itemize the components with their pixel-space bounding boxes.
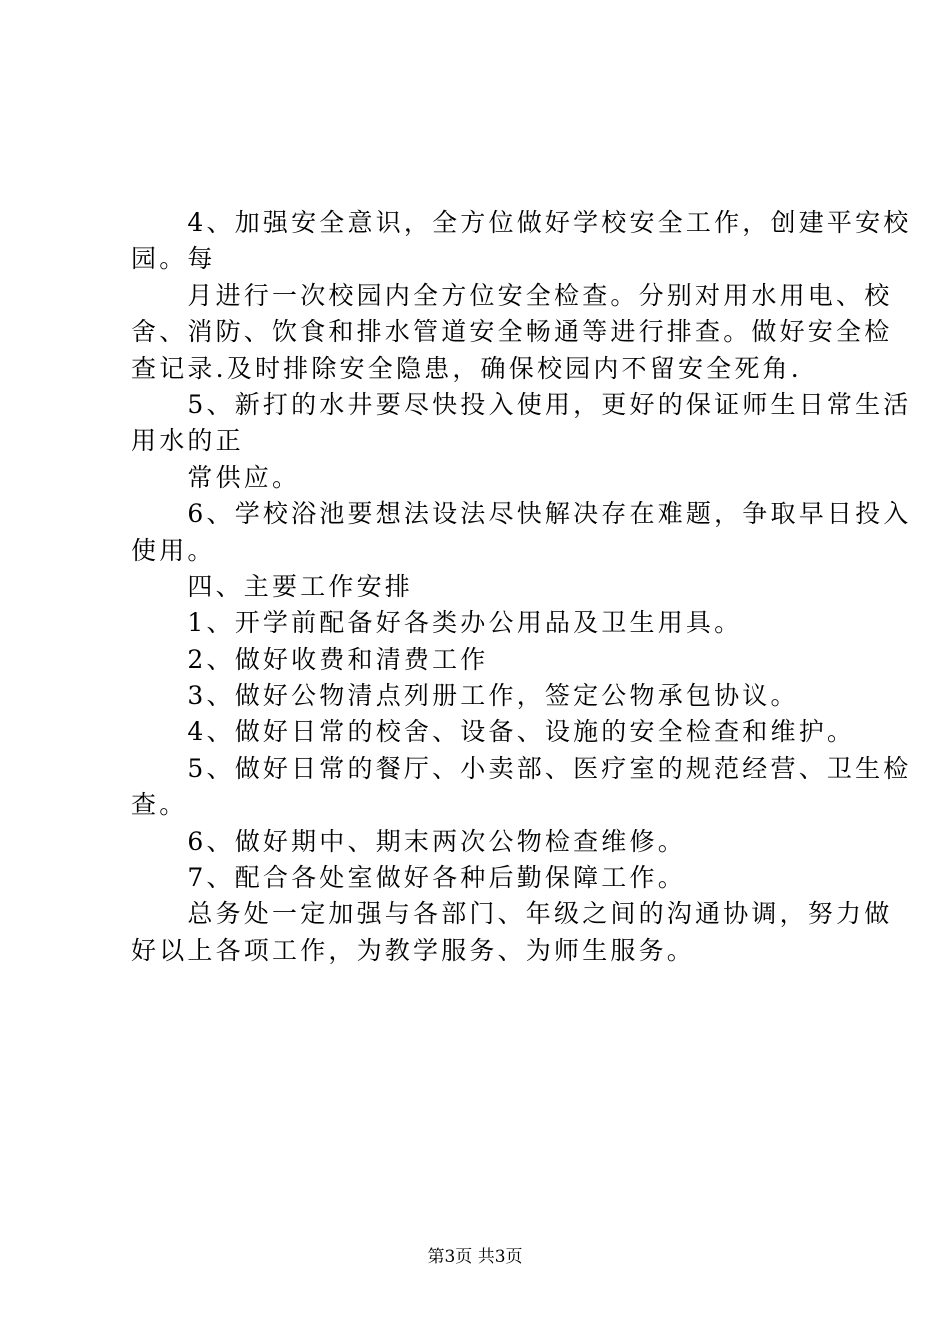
document-body <box>131 205 912 969</box>
text-line: 查记录.及时排除安全隐患，确保校园内不留安全死角. <box>131 353 802 383</box>
closing-paragraph-continuation: 好以上各项工作，为教学服务、为师生服务。 <box>131 935 696 965</box>
closing-paragraph: 总务处一定加强与各部门、年级之间的沟通协调，努力做 <box>131 899 893 929</box>
text-line: 园。每 <box>131 244 216 274</box>
list-item: 4、做好日常的校舍、设备、设施的安全检查和维护。 <box>131 717 856 747</box>
text-line: 5、新打的水井要尽快投入使用，更好的保证师生日常生活 <box>131 389 912 419</box>
text-line: 月进行一次校园内全方位安全检查。分别对用水用电、校 <box>131 280 893 310</box>
list-item: 5、做好日常的餐厅、小卖部、医疗室的规范经营、卫生检 <box>131 753 912 783</box>
text-line: 常供应。 <box>131 462 301 492</box>
list-item: 6、做好期中、期末两次公物检查维修。 <box>131 826 686 856</box>
text-line: 舍、消防、饮食和排水管道安全畅通等进行排查。做好安全检 <box>131 317 893 347</box>
text-line: 4、加强安全意识，全方位做好学校安全工作，创建平安校 <box>131 208 912 237</box>
text-line: 使用。 <box>131 535 216 565</box>
list-item: 1、开学前配备好各类办公用品及卫生用具。 <box>131 608 743 638</box>
list-item: 2、做好收费和清费工作 <box>131 644 489 674</box>
list-item: 3、做好公物清点列册工作，签定公物承包协议。 <box>131 681 799 711</box>
text-line: 用水的正 <box>131 426 244 456</box>
text-line: 6、学校浴池要想法设法尽快解决存在难题，争取早日投入 <box>131 499 912 529</box>
list-item-continuation: 查。 <box>131 790 188 820</box>
section-heading: 四、主要工作安排 <box>131 571 414 601</box>
list-item: 7、配合各处室做好各种后勤保障工作。 <box>131 863 686 893</box>
page-footer: 第3页 共3页 <box>427 1247 523 1267</box>
